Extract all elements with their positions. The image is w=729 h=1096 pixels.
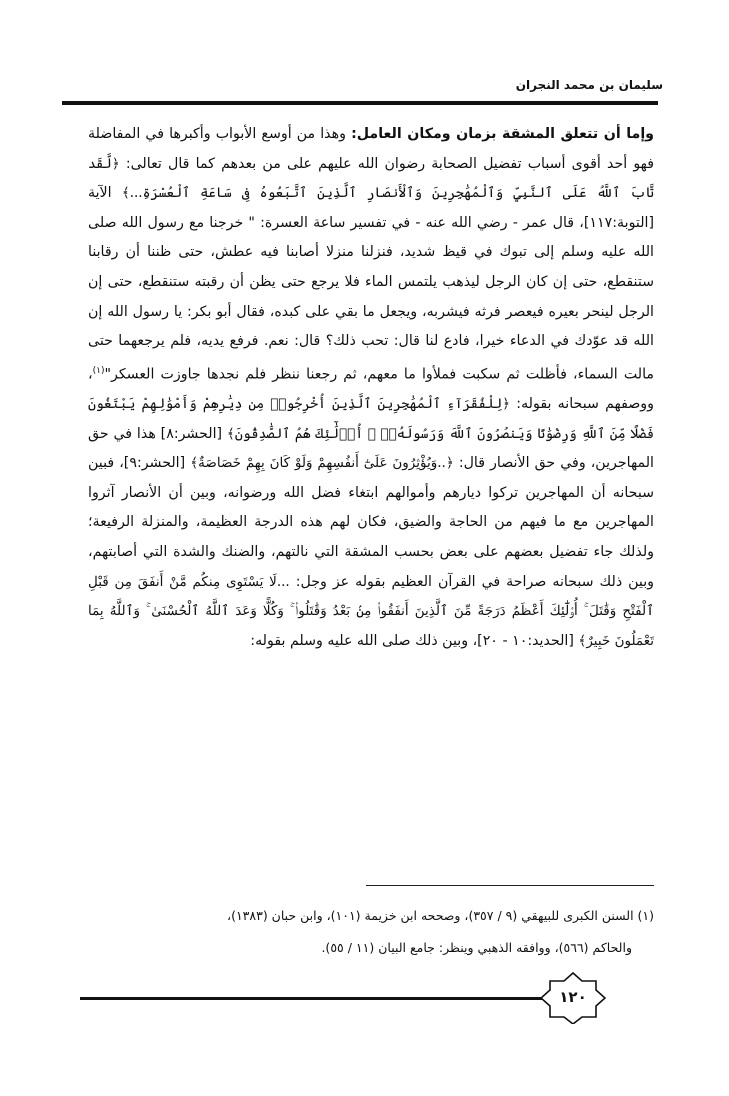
- footnote-1-line-2: والحاكم (٥٦٦)، ووافقه الذهبي وينظر: جامع البيان (١١ / ٥٥).: [321, 940, 632, 955]
- quran-verse-hashr-9: ﴿..وَيُؤْثِرُونَ عَلَىٰٓ أَنفُسِهِمْ وَلَوْ كَانَ بِهِمْ خَصَاصَةٌ﴾: [190, 455, 454, 472]
- quran-verse-hashr-8: ﴿لِلْفُقَرَآءِ ٱلْمُهَٰجِرِينَ ٱلَّذِينَ أُخْرِجُوا۟ مِن دِيَٰرِهِمْ وَأَمْوَٰلِهِمْ يَبْتَغُونَ فَضْلًا مِّنَ ٱللَّهِ وَرِضْوَٰنًا وَيَنصُرُونَ ٱللَّهَ وَرَسُولَهُۥٓ ۚ أُو۟لَٰٓئِكَ هُمُ ٱلصَّٰدِقُونَ﴾: [88, 396, 654, 442]
- body-text-segment: وهذا من أوسع الأبواب وأكبرها في المفاضلة فهو أحد أقوى أسباب تفضيل الصحابة رضوان الله عليهم على من بعدهم كما قال تعالى:: [88, 126, 654, 172]
- footnote-separator: [366, 885, 654, 886]
- quran-verse-hadid-10: ...لَا يَسْتَوِى مِنكُم مَّنْ أَنفَقَ مِن قَبْلِ ٱلْفَتْحِ وَقَٰتَلَ ۚ أُو۟لَٰٓئِكَ أَعْظَمُ دَرَجَةً مِّنَ ٱلَّذِينَ أَنفَقُوا۟ مِنۢ بَعْدُ وَقَٰتَلُوا۟ ۚ وَكُلًّا وَعَدَ ٱللَّهُ ٱلْحُسْنَىٰ ۚ وَٱللَّهُ بِمَا تَعْمَلُونَ خَبِيرٌ﴾: [88, 573, 654, 649]
- footnote-1-line-1: (١) السنن الكبرى للبيهقي (٩ / ٣٥٧)، وصححه ابن خزيمة (١٠١)، وابن حبان (١٣٨٣)،: [227, 908, 654, 923]
- header-rule: [62, 101, 658, 105]
- page-number: ١٢٠: [559, 988, 587, 1006]
- body-text-segment: ، ووصفهم سبحانه بقوله:: [88, 366, 655, 413]
- footer-rule: [80, 997, 580, 1000]
- body-text-segment: [الحشر:٨] هذا في حق المهاجرين، وفي حق الأنصار قال:: [88, 425, 654, 472]
- main-body-text: [88, 120, 654, 656]
- body-text-segment: [الحشر:٩]، فبين سبحانه أن المهاجرين تركوا ديارهم وأموالهم ابتغاء فضل الله ورضوانه، وبين أن الأنصار آثروا المهاجرين مع ما فيهم من الحاجة والضيق، فكان لهم هذه الدرجة العظيمة، والمنزلة الرفيعة؛ ولذلك جاء تفضيل بعضهم على بعض بحسب المشقة التي نالتهم، والضنك والشدة التي أصابتهم، وبين ذلك سبحانه صراحة في القرآن العظيم بقوله عز وجل:: [88, 455, 654, 590]
- paragraph: [88, 120, 654, 656]
- footnote-reference[interactable]: (١): [92, 365, 105, 376]
- footnotes: [80, 900, 654, 964]
- section-lead-bold: وإما أن تتعلق المشقة بزمان ومكان العامل:: [351, 126, 655, 142]
- page-number-badge: [540, 972, 606, 1024]
- running-header-author: سليمان بن محمد النجران: [515, 78, 663, 92]
- quran-verse-tawbah-117: ﴿لَّقَد تَّابَ ٱللَّهُ عَلَى ٱلنَّبِيِّ وَٱلْمُهَٰجِرِينَ وَٱلْأَنصَارِ ٱلَّذِينَ ٱتَّبَعُوهُ فِى سَاعَةِ ٱلْعُسْرَةِ...﴾: [88, 155, 654, 202]
- body-text-segment: [الحديد:١٠ - ٢٠]، وبين ذلك صلى الله عليه وسلم بقوله:: [250, 632, 579, 649]
- body-text-segment: الآية [التوبة:١١٧]، قال عمر - رضي الله عنه - في تفسير ساعة العسرة: " خرجنا مع رسول الله صلى الله عليه وسلم إلى تبوك في قيظ شديد، فنزلنا منزلا أصابنا فيه عطش، حتى ظننا أن رقابنا ستنقطع، حتى إن كان الرجل ليذهب يلتمس الماء فلا يرجع حتى يظن أن رقبته ستنقطع، حتى إن الرجل لينحر بعيره فيعصر فرثه فيشربه، ويجعل ما بقي على كبده، فقال أبو بكر: يا رسول الله إن الله قد عوّدك في الدعاء خيرا، فادع لنا قال: تحب ذلك؟ قال: نعم. فرفع يديه، فلم يرجعهما حتى مالت السماء، فأظلت ثم سكبت فملأوا ما معهم، ثم رجعنا ننظر فلم نجدها جاوزت العسكر": [88, 185, 654, 383]
